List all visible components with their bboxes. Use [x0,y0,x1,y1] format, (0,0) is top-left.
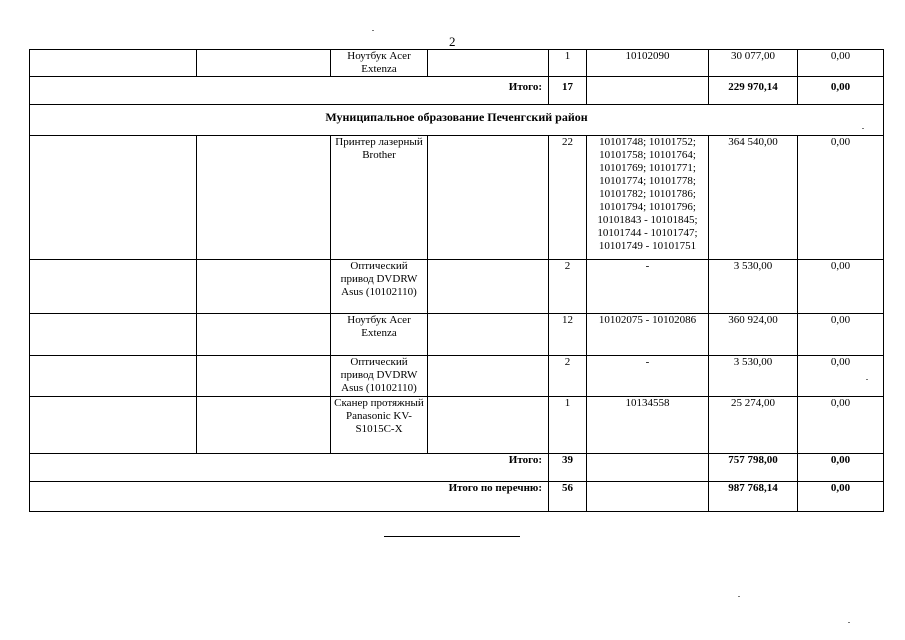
subtotal-label: Итого: [30,454,549,482]
subtotal-row [30,77,884,105]
item-residual: 0,00 [798,50,884,77]
subtotal-qty: 39 [549,454,587,482]
item-inventory: 10134558 [587,397,709,454]
empty-cell [587,454,709,482]
item-inventory: - [587,260,709,314]
empty-cell [428,397,549,454]
scan-speck [372,30,374,31]
item-name: Оптический привод DVDRW Asus (10102110) [331,356,428,397]
subtotal-sum: 757 798,00 [709,454,798,482]
item-residual: 0,00 [798,397,884,454]
item-name: Сканер протяжный Panasonic KV-S1015C-X [331,397,428,454]
item-sum: 364 540,00 [709,136,798,260]
inventory-line: 10101843 - 10101845; [597,214,698,226]
item-qty: 12 [549,314,587,356]
item-residual: 0,00 [798,356,884,397]
item-sum: 3 530,00 [709,356,798,397]
table-row [30,397,884,454]
subtotal-row [30,454,884,482]
empty-cell [428,356,549,397]
inventory-line: 10101794; 10101796; [599,201,696,213]
inventory-line: 10101749 - 10101751 [598,240,697,252]
inventory-line: 10101744 - 10101747; [597,227,698,239]
empty-cell [30,260,197,314]
subtotal-sum: 229 970,14 [709,77,798,105]
signature-line [384,536,520,537]
table-row [30,50,884,77]
empty-cell [197,314,331,356]
scan-speck [862,128,864,129]
table-row [30,314,884,356]
inventory-line: 10101774; 10101778; [599,175,696,187]
empty-cell [197,356,331,397]
item-residual: 0,00 [798,136,884,260]
item-name: Оптический привод DVDRW Asus (10102110) [331,260,428,314]
empty-cell [30,356,197,397]
inventory-line: 10101782; 10101786; [599,188,696,200]
empty-cell [428,50,549,77]
empty-cell [428,260,549,314]
page-number: 2 [449,34,456,49]
item-qty: 1 [549,50,587,77]
item-inventory: 10102075 - 10102086 [587,314,709,356]
empty-cell [197,136,331,260]
total-row [30,482,884,512]
empty-cell [197,397,331,454]
subtotal-label: Итого: [30,77,549,105]
item-qty: 2 [549,260,587,314]
item-qty: 1 [549,397,587,454]
total-residual: 0,00 [798,482,884,512]
total-qty: 56 [549,482,587,512]
item-sum: 3 530,00 [709,260,798,314]
item-sum: 30 077,00 [709,50,798,77]
item-sum: 25 274,00 [709,397,798,454]
item-inventory: 10102090 [587,50,709,77]
scan-speck [866,379,868,380]
inventory-line: 10101758; 10101764; [599,149,696,161]
item-name: Ноутбук Acer Extenza [331,314,428,356]
total-sum: 987 768,14 [709,482,798,512]
item-inventory: - [587,356,709,397]
inventory-line: 10101769; 10101771; [599,162,696,174]
empty-cell [30,50,197,77]
table-row [30,260,884,314]
table-row [30,136,884,260]
scan-speck [738,596,740,597]
empty-cell [428,314,549,356]
item-name: Принтер лазерный Brother [331,136,428,260]
table-row [30,356,884,397]
section-row [30,105,884,136]
property-table [29,49,884,512]
item-name: Ноутбук Acer Extenza [331,50,428,77]
scan-speck [848,622,850,623]
item-sum: 360 924,00 [709,314,798,356]
item-qty: 22 [549,136,587,260]
item-inventory-list [587,136,709,260]
item-residual: 0,00 [798,314,884,356]
inventory-line: 10101748; 10101752; [599,136,696,148]
empty-cell [587,77,709,105]
item-residual: 0,00 [798,260,884,314]
subtotal-residual: 0,00 [798,77,884,105]
total-label: Итого по перечню: [30,482,549,512]
empty-cell [428,136,549,260]
item-qty: 2 [549,356,587,397]
empty-cell [30,314,197,356]
empty-cell [30,397,197,454]
empty-cell [197,260,331,314]
subtotal-residual: 0,00 [798,454,884,482]
subtotal-qty: 17 [549,77,587,105]
section-title: Муниципальное образование Печенгский район [30,105,884,136]
empty-cell [587,482,709,512]
empty-cell [30,136,197,260]
empty-cell [197,50,331,77]
